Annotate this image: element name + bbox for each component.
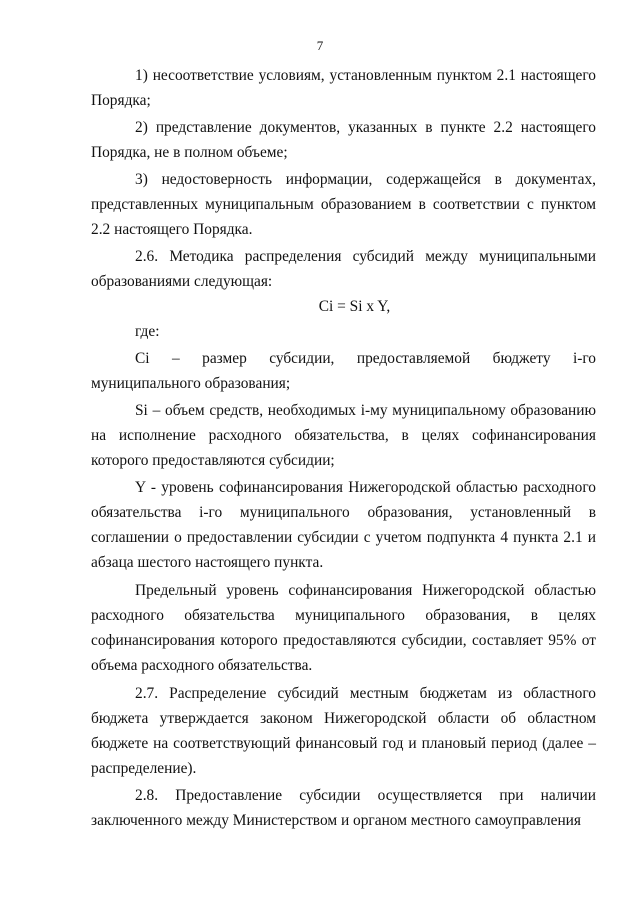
where-label: где:	[135, 323, 160, 340]
document-body	[91, 63, 596, 833]
paragraph-item-3: 3) недостоверность информации, содержащейся в документах, представленных муниципальным образованием в соответствии с пунктом 2.2 настоящего Порядка.	[91, 171, 596, 238]
definition-y: Y - уровень софинансирования Нижегородской областью расходного обязательства i-го муниципального образования, установленный в соглашении о предоставлении субсидии с учетом подпункта 4 пункта 2.1 и абзаца шестого настоящего пункта.	[91, 479, 596, 571]
definition-ci: Ci – размер субсидии, предоставляемой бюджету i-го муниципального образования;	[91, 350, 596, 392]
paragraph-cofinancing-limit: Предельный уровень софинансирования Нижегородской областью расходного обязательства муниципального образования, в целях софинансирования которого предоставляются субсидии, составляет 95% от объема расходного обязательства.	[91, 582, 596, 674]
page-number: 7	[316, 38, 324, 53]
formula: Ci = Si x Y,	[318, 298, 391, 315]
paragraph-item-1: 1) несоответствие условиям, установленным пунктом 2.1 настоящего Порядка;	[91, 67, 596, 109]
paragraph-item-2: 2) представление документов, указанных в пункте 2.2 настоящего Порядка, не в полном объеме;	[91, 119, 596, 161]
paragraph-2-6: 2.6. Методика распределения субсидий между муниципальными образованиями следующая:	[91, 248, 596, 290]
paragraph-2-8: 2.8. Предоставление субсидии осуществляется при наличии заключенного между Министерством и органом местного самоуправления	[91, 787, 596, 829]
paragraph-2-7: 2.7. Распределение субсидий местным бюджетам из областного бюджета утверждается законом Нижегородской области об областном бюджете на соответствующий финансовый год и плановый период (далее – распределение).	[91, 685, 596, 777]
definition-si: Si – объем средств, необходимых i-му муниципальному образованию на исполнение расходного обязательства, в целях софинансирования которого предоставляются субсидии;	[91, 402, 596, 469]
